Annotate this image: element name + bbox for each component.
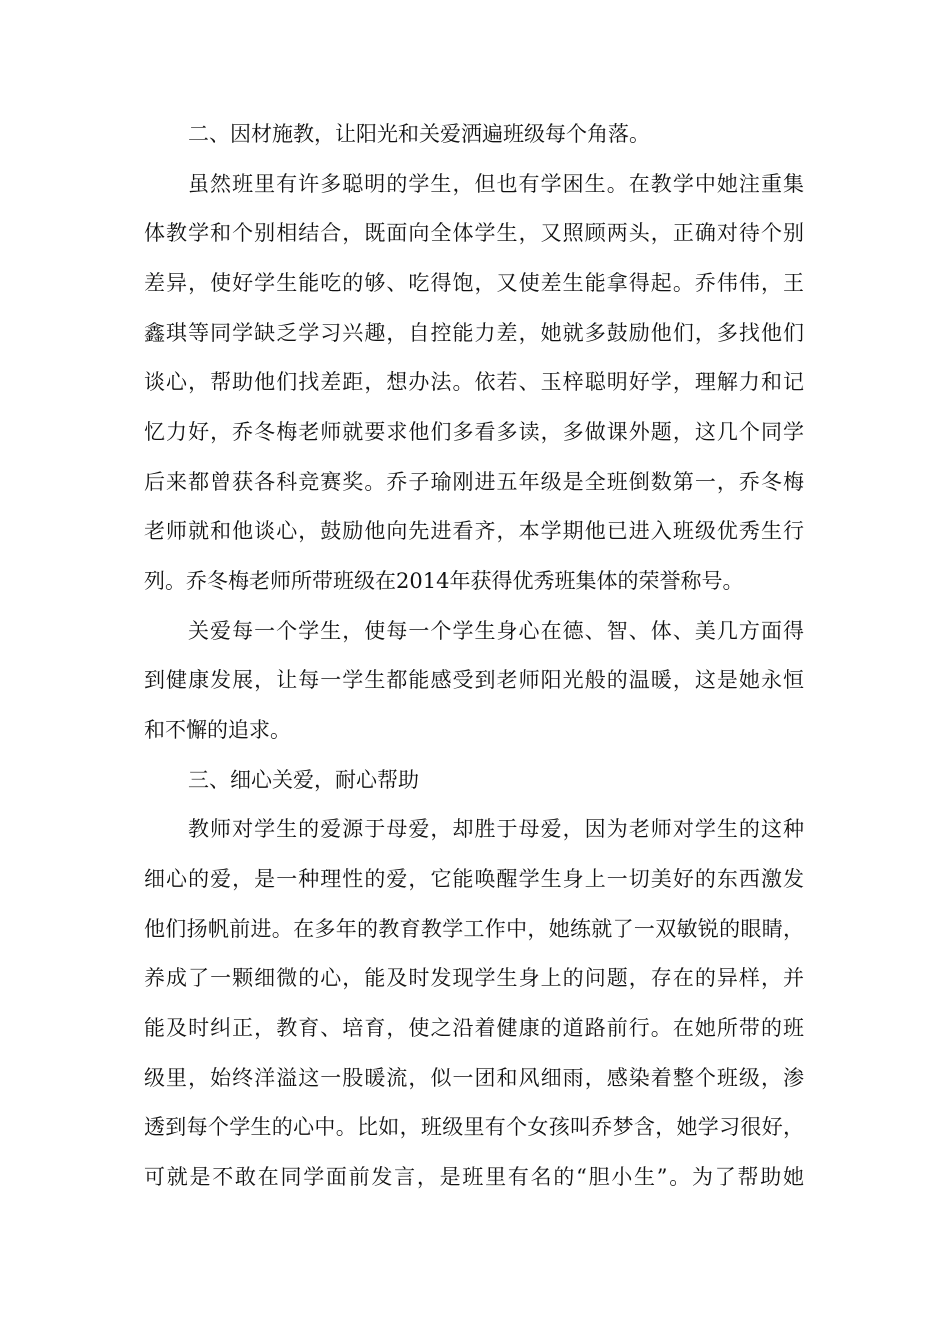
paragraph-line: 细心的爱，是一种理性的爱，它能唤醒学生身上一切美好的东西激发 [144, 867, 804, 891]
section-heading-3: 三、细心关爱，耐心帮助 [188, 768, 419, 792]
paragraph-line: 可就是不敢在同学面前发言，是班里有名的“胆小生”。为了帮助她 [144, 1165, 804, 1189]
paragraph-line: 鑫琪等同学缺乏学习兴趣，自控能力差，她就多鼓励他们，多找他们 [144, 321, 804, 345]
section-heading-2: 二、因材施教，让阳光和关爱洒遍班级每个角落。 [188, 122, 650, 146]
paragraph-line: 和不懈的追求。 [144, 718, 291, 742]
paragraph-line: 老师就和他谈心，鼓励他向先进看齐，本学期他已进入班级优秀生行 [144, 519, 804, 543]
paragraph-line: 后来都曾获各科竞赛奖。乔子瑜刚进五年级是全班倒数第一，乔冬梅 [144, 470, 804, 494]
paragraph-line: 忆力好，乔冬梅老师就要求他们多看多读，多做课外题，这几个同学 [144, 420, 804, 444]
paragraph-line: 差异，使好学生能吃的够、吃得饱，又使差生能拿得起。乔伟伟，王 [144, 271, 804, 295]
paragraph-line: 他们扬帆前进。在多年的教育教学工作中，她练就了一双敏锐的眼睛， [144, 917, 804, 941]
paragraph-line: 教师对学生的爱源于母爱，却胜于母爱，因为老师对学生的这种 [188, 817, 804, 841]
paragraph-line: 谈心，帮助他们找差距，想办法。依若、玉梓聪明好学，理解力和记 [144, 370, 804, 394]
paragraph-line: 能及时纠正，教育、培育，使之沿着健康的道路前行。在她所带的班 [144, 1016, 804, 1040]
paragraph-line: 列。乔冬梅老师所带班级在2014年获得优秀班集体的荣誉称号。 [144, 569, 744, 593]
paragraph-line: 虽然班里有许多聪明的学生，但也有学困生。在教学中她注重集 [188, 172, 804, 196]
paragraph-line: 养成了一颗细微的心，能及时发现学生身上的问题，存在的异样，并 [144, 966, 804, 990]
paragraph-line: 关爱每一个学生，使每一个学生身心在德、智、体、美几方面得 [188, 619, 804, 643]
paragraph-line: 透到每个学生的心中。比如，班级里有个女孩叫乔梦含，她学习很好， [144, 1115, 804, 1139]
paragraph-line: 到健康发展，让每一学生都能感受到老师阳光般的温暖，这是她永恒 [144, 668, 804, 692]
paragraph-line: 级里，始终洋溢这一股暖流，似一团和风细雨，感染着整个班级，渗 [144, 1066, 804, 1090]
paragraph-line: 体教学和个别相结合，既面向全体学生，又照顾两头，正确对待个别 [144, 221, 804, 245]
